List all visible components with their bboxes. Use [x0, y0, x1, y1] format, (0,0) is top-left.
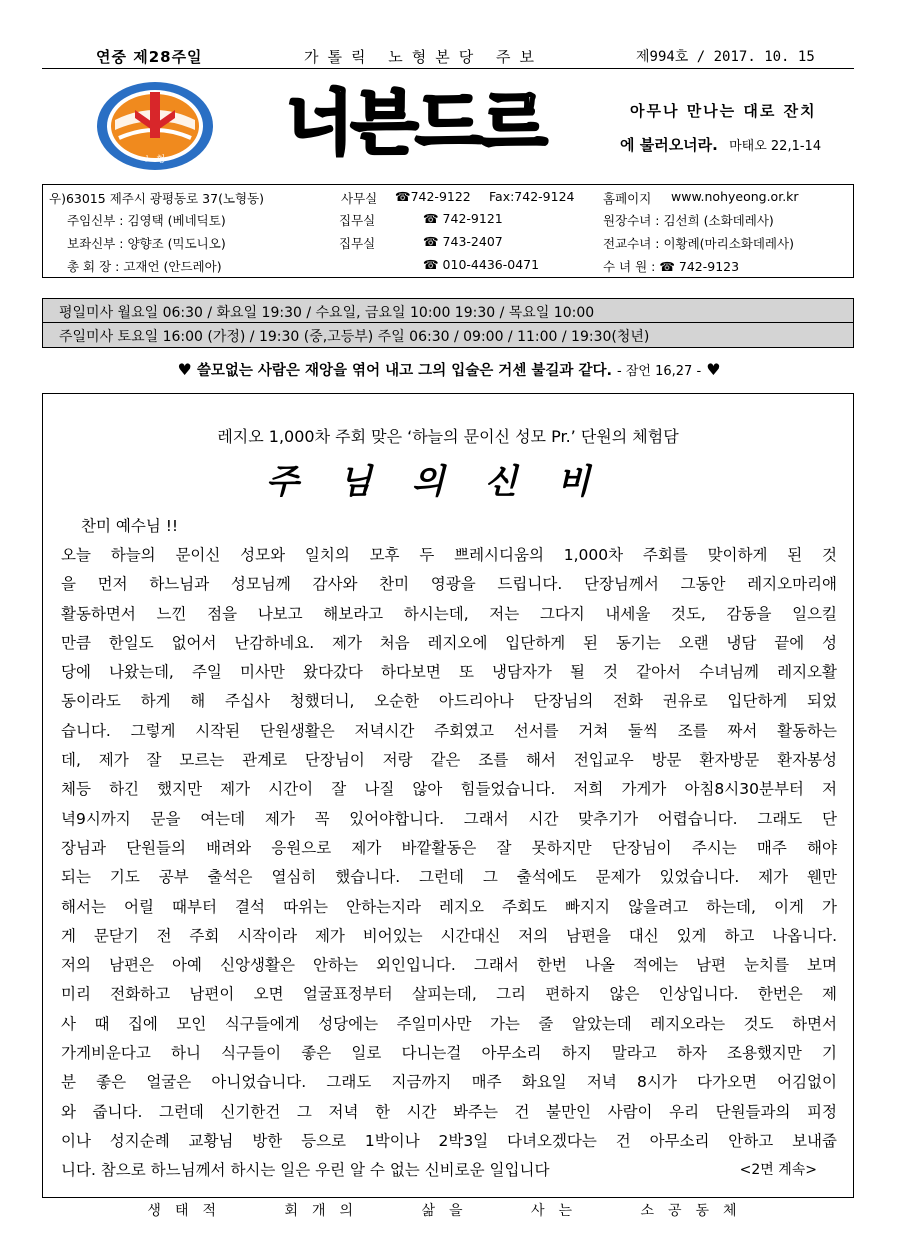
article-line: 사 때 집에 모인 식구들에게 성당에는 주일미사만 가는 줄 알았는데 레지오라는 것도 하면서: [61, 1014, 837, 1033]
article-line: 활동하면서 느낀 점을 나보고 해보라고 하시는데, 저는 그다지 내세울 것도, 감동을 일으킬: [61, 604, 837, 623]
homepage-link[interactable]: www.nohyeong.or.kr: [671, 189, 799, 204]
article-line: 녁9시까지 문을 여는데 제가 꼭 있어야합니다. 그래서 시간 맞추기가 어렵습니다. 그래도 단: [61, 809, 837, 828]
publication-name: 가톨릭 노형본당 주보: [304, 48, 543, 66]
article-greeting: 찬미 예수님 !!: [81, 517, 179, 535]
sunday-mass: 주일미사 토요일 16:00 (가정) / 19:30 (중,고등부) 주일 06:30 / 09:00 / 11:00 / 19:30(청년): [59, 329, 650, 345]
mass-divider: [43, 322, 853, 323]
staff-role: 보좌신부 : 양향조 (믹도니오): [67, 236, 226, 251]
staff-right: 수 녀 원 : ☎ 742-9123: [603, 259, 740, 274]
article-subtitle: 레지오 1,000차 주회 맞은 ‘하늘의 문이신 성모 Pr.’ 단원의 체험담: [217, 427, 679, 446]
proverb-text: 쓸모없는 사람은 재앙을 엮어 내고 그의 입술은 거센 불길과 같다.: [196, 363, 612, 379]
heart-icon: ♥: [177, 360, 192, 379]
masthead-title: 너븐드르: [286, 82, 545, 164]
issue-date: 제994호 / 2017. 10. 15: [636, 49, 815, 65]
weekday-mass: 평일미사 월요일 06:30 / 화요일 19:30 / 수요일, 금요일 10:00 19:30 / 목요일 10:00: [59, 305, 595, 321]
article-line: 니다. 참으로 하느님께서 하시는 일은 우린 알 수 없는 신비로운 일입니다 <2면 계속>: [61, 1156, 837, 1185]
article-line: 이나 성지순례 교황님 방한 등으로 1박이나 2박3일 다녀오겠다는 건 아무소리 안하고 보내줍: [61, 1131, 837, 1150]
article-line: 가게비운다고 하니 식구들이 좋은 일로 다니는걸 아무소리 하지 말라고 하자 조용했지만 기: [61, 1044, 837, 1063]
article-line: 와 줍니다. 그런데 신기한건 그 저녁 한 시간 봐주는 건 불만인 사람이 우리 단원들과의 피정: [61, 1102, 837, 1121]
staff-role: 주임신부 : 김영택 (베네딕토): [67, 213, 226, 228]
office-label: 사무실: [341, 191, 378, 206]
article-line: 분 좋은 얼굴은 아니었습니다. 그래도 지금까지 매주 화요일 저녁 8시가 다가오면 어김없이: [61, 1073, 837, 1092]
staff-tel: ☎ 010-4436-0471: [423, 257, 540, 272]
address: 우)63015 제주시 광평동로 37(노형동): [49, 191, 265, 206]
article-line: 미리 전화하고 남편이 오면 얼굴표정부터 살피는데, 그리 편하지 않은 인상입니다. 한번은 제: [61, 985, 837, 1004]
proverb-line: [0, 359, 898, 380]
staff-right: 전교수녀 : 이황례(마리소화데레사): [603, 236, 794, 251]
gospel-motto-text: 에 불러오너라.: [620, 136, 718, 154]
article-line: 저의 남편은 아예 신앙생활은 안하는 외인입니다. 그래서 한번 나올 적에는 남편 눈치를 보며: [61, 956, 837, 975]
article-line: 오늘 하늘의 문이신 성모와 일치의 모후 두 쁘레시디움의 1,000차 주회를 맞이하게 된 것: [61, 546, 837, 564]
article-body: [61, 541, 837, 1186]
homepage-label: 홈페이지: [603, 191, 652, 206]
parish-info-box: [42, 184, 854, 278]
article-line: 당에 나왔는데, 주일 미사만 왔다갔다 하다보면 또 냉담자가 될 것 같아서 수녀님께 레지오활: [61, 663, 837, 682]
gospel-motto-line1: 아무나 만나는 대로 잔치: [630, 102, 817, 120]
gospel-reference: 마태오 22,1-14: [729, 139, 822, 154]
staff-office-label: 집무실: [339, 236, 376, 251]
staff-tel: ☎ 742-9121: [423, 211, 503, 226]
heart-icon: ♥: [706, 360, 721, 379]
article-line: 체등 하긴 했지만 제가 시간이 잘 나질 않아 힘들었습니다. 저희 가게가 아침8시30분부터 저: [61, 780, 837, 799]
staff-office-label: 집무실: [339, 213, 376, 228]
svg-text:노 형: 노 형: [144, 155, 166, 165]
top-bar: [42, 44, 854, 68]
continued-note: <2면 계속>: [739, 1162, 817, 1179]
article-line: 되는 기도 공부 출석은 열심히 했습니다. 그런데 그 출석에도 문제가 있었습니다. 제가 웬만: [61, 868, 837, 887]
parish-logo: [95, 80, 215, 172]
article-box: [42, 393, 854, 1198]
fax: Fax:742-9124: [489, 189, 575, 204]
article-line: 게 문닫기 전 주회 시작이라 제가 비어있는 시간대신 저의 남편을 대신 있게 하고 나옵니다.: [61, 926, 837, 945]
staff-role: 총 회 장 : 고재언 (안드레아): [67, 259, 222, 274]
article-line: 만큼 한일도 없어서 난감하네요. 제가 처음 레지오에 입단하게 된 동기는 오랜 냉담 끝에 성: [61, 633, 837, 652]
staff-right: 원장수녀 : 김선희 (소화데레사): [603, 213, 774, 228]
staff-tel: ☎ 743-2407: [423, 234, 503, 249]
top-divider: [42, 68, 854, 69]
proverb-reference: - 잠언 16,27 -: [617, 364, 702, 379]
article-line: 데, 제가 잘 모르는 관계로 단장님이 저랑 같은 조를 해서 전입교우 방문 환자방문 환자봉성: [61, 751, 837, 770]
mass-schedule: [42, 298, 854, 348]
article-line: 장님과 단원들의 배려와 응원으로 제가 바깥활동은 잘 못하지만 단장님이 주시는 매주 해야: [61, 838, 837, 857]
article-line: 습니다. 그렇게 시작된 단원생활은 저녁시간 주회였고 선서를 거쳐 둘씩 조를 짜서 활동하는: [61, 721, 837, 740]
article-line: 동이라도 하게 해 주십사 청했더니, 오순한 아드리아나 단장님의 전화 권유로 입단하게 되었: [61, 692, 837, 711]
article-line: 해서는 어릴 때부터 결석 따위는 안하는지라 레지오 주회도 빠지지 않을려고 하는데, 이게 가: [61, 897, 837, 916]
office-tel: ☎742-9122: [395, 189, 471, 204]
gospel-motto-line2: [620, 134, 821, 155]
liturgical-season: 연중 제28주일: [96, 48, 203, 66]
article-line: 을 먼저 하느님과 성모님께 감사와 찬미 영광을 드립니다. 단장님께서 그동안 레지오마리애: [61, 575, 837, 594]
article-title: 주님의신비: [265, 462, 631, 502]
footer-slogan: 생태적 회개의 삶을 사는 소공동체: [147, 1203, 751, 1219]
